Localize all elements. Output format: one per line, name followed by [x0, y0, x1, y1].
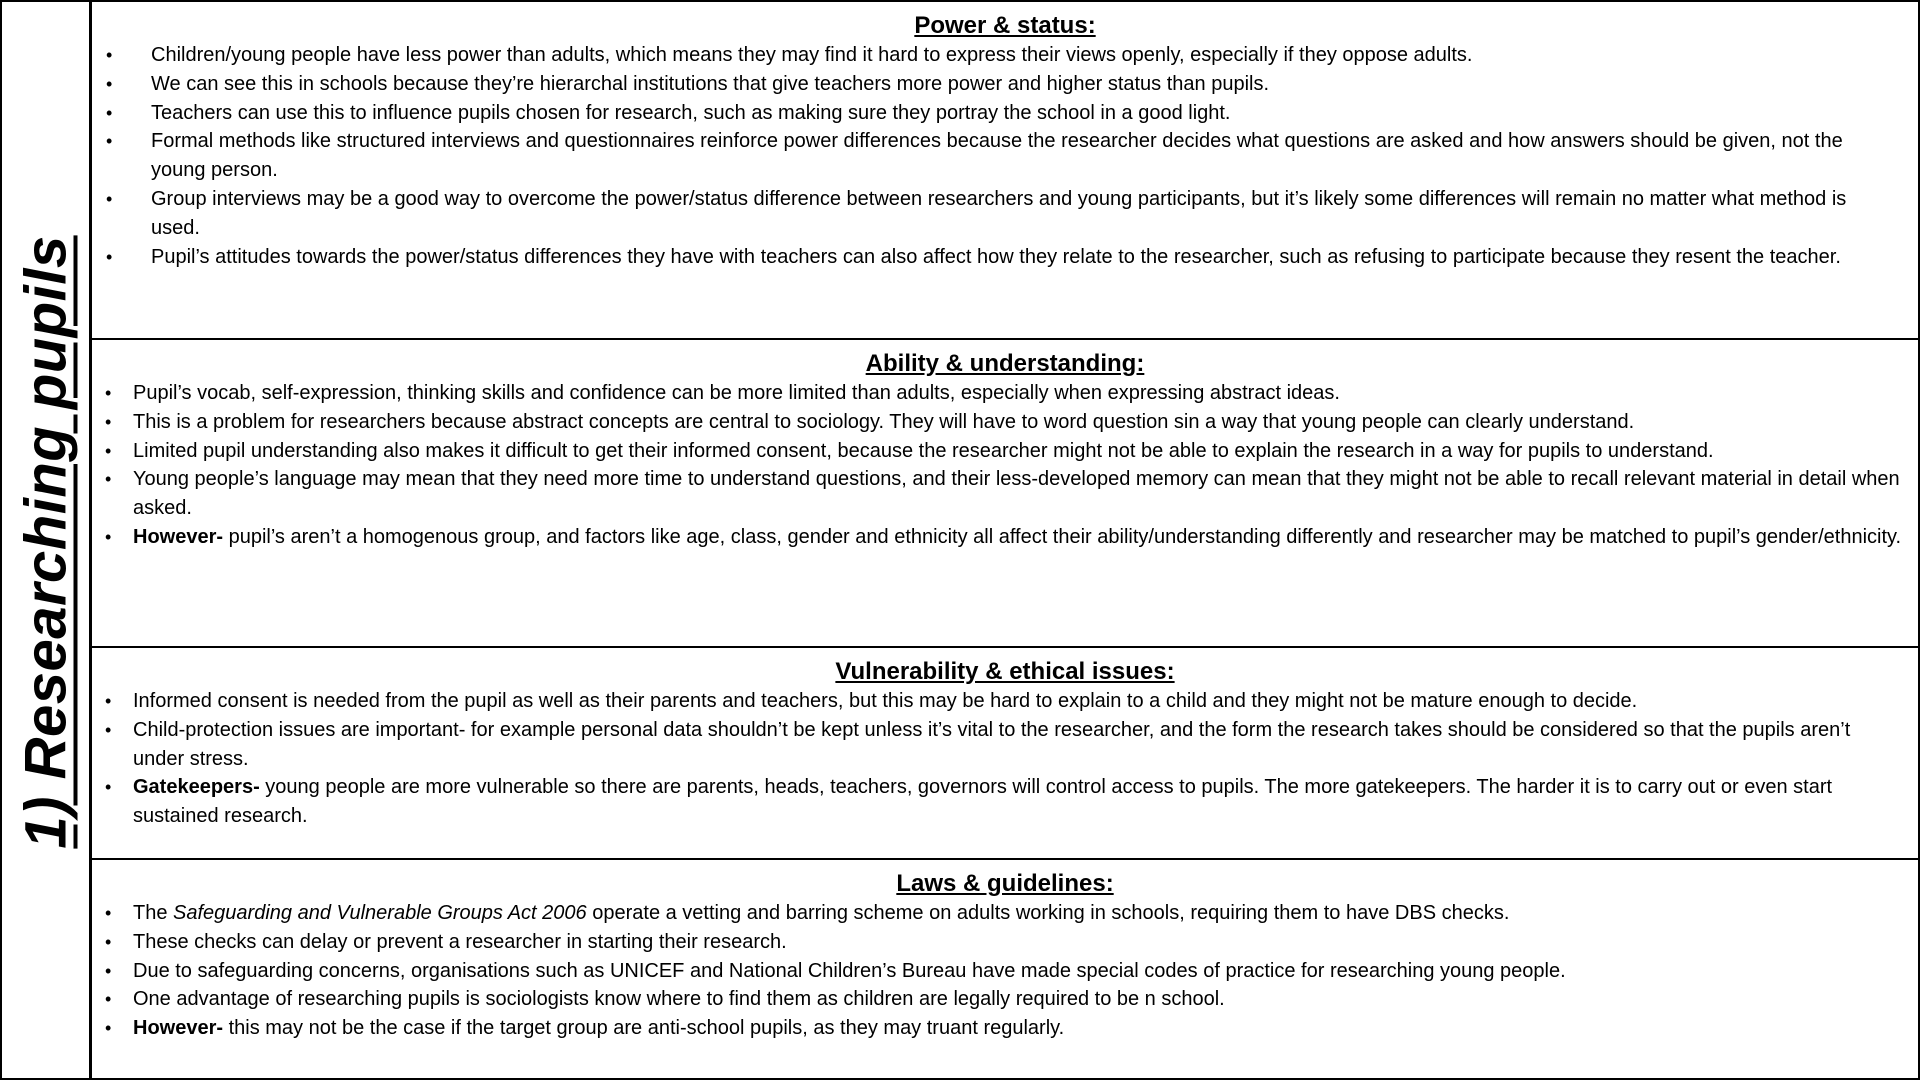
- content-panel: [92, 0, 1920, 1080]
- bullet-item: • Pupil’s attitudes towards the power/status differences they have with teachers can also affect how they relate to the researcher, such as refusing to participate because they resent the teacher.: [151, 243, 1900, 272]
- bullet-item: • Teachers can use this to influence pupils chosen for research, such as making sure they portray the school in a good light.: [151, 99, 1900, 128]
- section-ability-understanding: [92, 340, 1918, 648]
- section-heading: Ability & understanding:: [865, 350, 1145, 377]
- bullet-item: • Due to safeguarding concerns, organisations such as UNICEF and National Children’s Bureau have made special codes of practice for researching young people.: [133, 957, 1904, 986]
- bullet-text: pupil’s aren’t a homogenous group, and factors like age, class, gender and ethnicity all affect their ability/understanding differently and researcher may be matched to pupil’s gender/ethnicity.: [223, 525, 1902, 548]
- bullet-item: • Young people’s language may mean that they need more time to understand questions, and their less-developed memory can mean that they might not be able to recall relevant material in detail when asked.: [133, 465, 1904, 523]
- section-heading: Power & status:: [914, 12, 1096, 39]
- bullet-item: [133, 1014, 1904, 1043]
- side-title-panel: [0, 0, 92, 1080]
- section-vulnerability-ethics: [92, 648, 1918, 860]
- bullet-item: • This is a problem for researchers because abstract concepts are central to sociology. They will have to word question sin a way that young people can clearly understand.: [133, 408, 1904, 437]
- bullet-list: [92, 687, 1918, 831]
- bullet-item: • Group interviews may be a good way to overcome the power/status difference between researchers and young participants, but it’s likely some differences will remain no matter what method is used.: [151, 185, 1900, 243]
- bullet-item: • Child-protection issues are important- for example personal data shouldn’t be kept unless it’s vital to the researcher, and the form the research takes should be considered so that the pupils aren’t under stress.: [133, 716, 1904, 774]
- bullet-text: operate a vetting and barring scheme on adults working in schools, requiring them to have DBS checks.: [586, 902, 1510, 924]
- bullet-lead: Gatekeepers-: [133, 776, 260, 799]
- bullet-list: [92, 41, 1918, 271]
- bullet-item: • Children/young people have less power than adults, which means they may find it hard to express their views openly, especially if they oppose adults.: [151, 41, 1900, 70]
- bullet-text: young people are more vulnerable so there are parents, heads, teachers, governors will control access to pupils. The more gatekeepers. The harder it is to carry out or even start sustained research.: [133, 776, 1833, 828]
- bullet-item: • We can see this in schools because they’re hierarchal institutions that give teachers more power and higher status than pupils.: [151, 70, 1900, 99]
- section-heading: Laws & guidelines:: [896, 870, 1114, 897]
- section-laws-guidelines: [92, 860, 1918, 1080]
- bullet-list: [92, 379, 1918, 552]
- bullet-item: [133, 773, 1904, 831]
- bullet-text: The: [133, 902, 174, 924]
- side-title: 1) Researching pupils: [13, 235, 78, 849]
- bullet-text: this may not be the case if the target group are anti-school pupils, as they may truant regularly.: [223, 1017, 1065, 1040]
- bullet-lead: However-: [133, 525, 224, 548]
- bullet-list: [92, 899, 1918, 1043]
- bullet-item: [133, 899, 1904, 928]
- bullet-item: • Limited pupil understanding also makes it difficult to get their informed consent, because the researcher might not be able to explain the research in a way for pupils to understand.: [133, 437, 1904, 466]
- bullet-item: [133, 523, 1904, 552]
- act-title: Safeguarding and Vulnerable Groups Act 2006: [173, 902, 587, 924]
- bullet-item: • Formal methods like structured interviews and questionnaires reinforce power differences because the researcher decides what questions are asked and how answers should be given, not the young person.: [151, 127, 1900, 185]
- section-heading: Vulnerability & ethical issues:: [835, 658, 1175, 685]
- bullet-lead: However-: [133, 1017, 224, 1040]
- section-power-status: [92, 2, 1918, 340]
- bullet-item: • These checks can delay or prevent a researcher in starting their research.: [133, 928, 1904, 957]
- bullet-item: • Informed consent is needed from the pupil as well as their parents and teachers, but this may be hard to explain to a child and they might not be mature enough to decide.: [133, 687, 1904, 716]
- bullet-item: • One advantage of researching pupils is sociologists know where to find them as children are legally required to be n school.: [133, 985, 1904, 1014]
- bullet-item: • Pupil’s vocab, self-expression, thinking skills and confidence can be more limited than adults, especially when expressing abstract ideas.: [133, 379, 1904, 408]
